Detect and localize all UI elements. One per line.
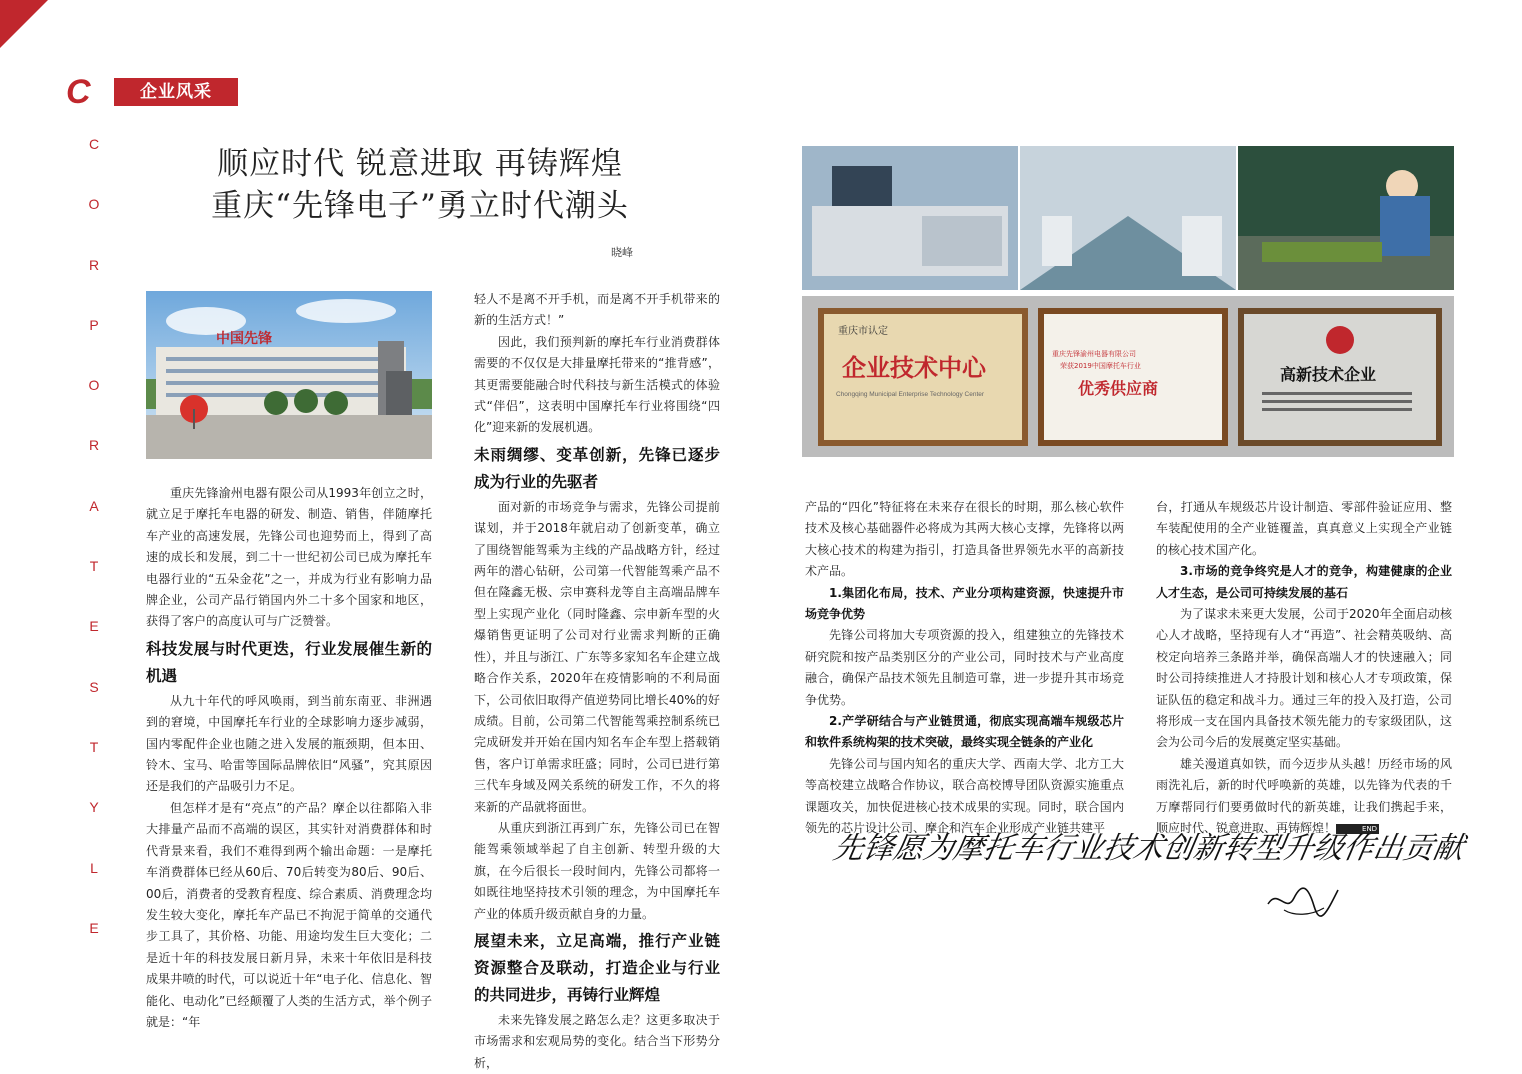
paragraph: 为了谋求未来更大发展，公司于2020年全面启动核心人才战略，坚持现有人才“再造”、社会精英吸纳、高校定向培养三条路并举，确保高端人才的快速融入；同时公司持续推进人才持股计划和核心人才专项政策，保证队伍的稳定和战斗力。通过三年的投入及打造，公司将形成一支在国内具备技术领先能力的专家级团队，这会为公司今后的发展奠定坚实基础。 (1156, 607, 1452, 750)
building-sign-text: 中国先锋 (216, 331, 272, 347)
cert2-company: 重庆先锋渝州电器有限公司 (1052, 350, 1136, 358)
vertical-letter: R (88, 437, 100, 454)
article-title-line1: 顺应时代 锐意进取 再铸辉煌 (217, 146, 623, 182)
vertical-letter: S (89, 678, 99, 695)
vertical-letter: O (88, 377, 100, 394)
subheading: 展望未来，立足高端，推行产业链资源整合及联动，打造企业与行业的共同进步，再铸行业辉煌 (474, 930, 720, 1004)
signature-text: 先锋愿为摩托车行业技术创新转型升级作出贡献 (830, 831, 1467, 866)
paragraph: 因此，我们预判新的摩托车行业消费群体需要的不仅仅是大排量摩托带来的“推背感”，其更需要能融合时代科技与新生活模式的体验式“伴侣”，这表明中国摩托车行业将围绕“四化”迎来新的发展机遇。 (474, 334, 720, 435)
paragraph: 面对新的市场竞争与需求，先锋公司提前谋划，并于2018年就启动了创新变革，确立了围绕智能驾乘为主线的产品战略方针，经过两年的潜心钻研，公司第一代智能驾乘产品不但在隆鑫无极、宗申赛科龙等自主高端品牌车型上实现产业化（同时隆鑫、宗申新车型的火爆销售更证明了公司对行业需求判断的正确性），并且与浙江、广东等多家知名车企建立战略合作关系，2020年在疫情影响的不利局面下，公司依旧取得产值逆势同比增长40%的好成绩。目前，公司第二代智能驾乘控制系统已完成研发并开始在国内知名车企车型上搭载销售，客户订单需求旺盛；同时，公司已进行第三代车身域及网关系统的研发工作，不久的将来新的产品就将面世。 (474, 499, 721, 814)
vertical-letter: E (89, 919, 99, 936)
vertical-letter: A (89, 497, 99, 514)
vertical-letter: P (89, 316, 99, 333)
handwritten-name (1264, 880, 1344, 920)
end-marker: END (1336, 824, 1379, 834)
cert1-title: 企业技术中心 (842, 354, 986, 382)
cert3-title: 高新技术企业 (1280, 365, 1377, 384)
subheading: 3.市场的竞争终究是人才的竞争，构建健康的企业人才生态，是公司可持续发展的基石 (1156, 564, 1452, 600)
cert2-award-line: 荣获2019中国摩托车行业 (1060, 362, 1141, 370)
closing-text: 雄关漫道真如铁，而今迈步从头越！历经市场的风雨洗礼后，新的时代呼唤新的英雄，以先锋为代表的千万摩帮同行们要勇做时代的新英雄，让我们携起手来，顺应时代、锐意进取、再铸辉煌！ (1156, 756, 1452, 836)
vertical-letter: C (88, 136, 100, 152)
paragraph: 先锋公司与国内知名的重庆大学、西南大学、北方工大等高校建立战略合作协议，联合高校博导团队资源实施重点课题攻关，加快促进核心技术成果的实现。同时，联合国内领先的芯片设计公司、摩企和汽车企业形成产业链共建平 (805, 756, 1124, 836)
paragraph: 从九十年代的呼风唤雨，到当前东南亚、非洲遇到的窘境，中国摩托车行业的全球影响力逐步减弱，国内零配件企业也随之进入发展的瓶颈期，但本田、铃木、宝马、哈雷等国际品牌依旧“风骚”，究其原因还是我们的产品吸引力不足。 (146, 693, 432, 794)
article-author: 晓峰 (611, 246, 633, 259)
paragraph: 未来先锋发展之路怎么走？这更多取决于市场需求和宏观局势的变化。结合当下形势分析， (474, 1012, 720, 1070)
vertical-letter: R (88, 256, 100, 273)
paragraph: 重庆先锋渝州电器有限公司从1993年创立之时，就立足于摩托车电器的研发、制造、销售，伴随摩托车产业的高速发展，先锋公司也迎势而上，得到了高速的成长和发展，到二十一世纪初公司已成为摩托车电器行业的“五朵金花”之一，并成为行业有影响力品牌企业，公司产品行销国内外二十多个国家和地区，获得了客户的高度认可与广泛赞誉。 (146, 486, 432, 629)
paragraph: 但怎样才是有“亮点”的产品？摩企以往都陷入非大排量产品而不高端的误区，其实针对消费群体和时代背景来看，我们不难得到两个输出命题：一是摩托车消费群体已经从60后、70后转变为80后、90后、00后，消费者的受教育程度、综合素质、消费理念均发生较大变化，摩托车产品已不拘泥于简单的交通代步工具了，其价格、功能、用途均发生巨大变化；二是近十年的科技发展日新月异，未来十年依旧是科技成果井喷的时代，可以说近十年“电子化、信息化、智能化、电动化”已经颠覆了人类的生活方式，举个例子就是：“年 (146, 800, 432, 1029)
section-label: 企业风采 (114, 78, 238, 106)
paragraph: 先锋公司将加大专项资源的投入，组建独立的先锋技术研究院和按产品类别区分的产业公司，同时技术与产业高度融合，确保产品技术领先且制造可靠，进一步提升其市场竞争优势。 (805, 628, 1124, 707)
vertical-letter: E (89, 618, 99, 635)
vertical-letter: L (90, 859, 98, 876)
vertical-section-text (86, 136, 102, 936)
cert2-title: 优秀供应商 (1078, 379, 1159, 398)
vertical-letter: Y (89, 799, 99, 816)
vertical-letter: T (89, 558, 99, 575)
article-title-line2: 重庆“先锋电子”勇立时代潮头 (211, 188, 629, 224)
paragraph: 从重庆到浙江再到广东，先锋公司已在智能驾乘领域举起了自主创新、转型升级的大旗，在今后很长一段时间内，先锋公司都将一如既往地坚持技术引领的理念，为中国摩托车产业的体质升级贡献自身的力量。 (474, 820, 720, 921)
handwritten-signature-line (830, 824, 1467, 868)
paragraph: 台，打通从车规级芯片设计制造、零部件验证应用、整车装配使用的全产业链覆盖，真真意义上实现全产业链的核心技术国产化。 (1156, 500, 1452, 557)
vertical-letter: T (89, 738, 99, 755)
subheading: 2.产学研结合与产业链贯通，彻底实现高端车规级芯片和软件系统构架的技术突破，最终实现全链条的产业化 (805, 714, 1124, 750)
vertical-letter: O (88, 196, 100, 213)
subheading: 未雨绸缪、变革创新，先锋已逐步成为行业的先驱者 (474, 444, 720, 491)
text-column-1 (146, 483, 432, 1033)
cert1-header: 重庆市认定 (838, 326, 888, 337)
subheading: 1.集团化布局，技术、产业分项构建资源，快速提升市场竞争优势 (805, 585, 1124, 622)
text-column-4 (1156, 497, 1452, 840)
cert1-english: Chongqing Municipal Enterprise Technology Center (836, 391, 985, 398)
text-column-3 (805, 497, 1124, 840)
section-letter: C (66, 73, 91, 111)
factory-photos (802, 146, 1454, 290)
text-column-2 (474, 289, 720, 1074)
corner-accent (0, 0, 48, 48)
subheading: 科技发展与时代更迭，行业发展催生新的机遇 (146, 638, 432, 685)
paragraph: 轻人不是离不开手机，而是离不开手机带来的新的生活方式！” (474, 292, 720, 328)
certificates-panel (802, 296, 1454, 457)
company-building-photo (146, 291, 432, 459)
paragraph: 产品的“四化”特征将在未来存在很长的时期，那么核心软件技术及核心基础器件必将成为其两大核心支撑，先锋将以两大核心技术的构建为指引，打造具备世界领先水平的高新技术产品。 (805, 500, 1124, 579)
